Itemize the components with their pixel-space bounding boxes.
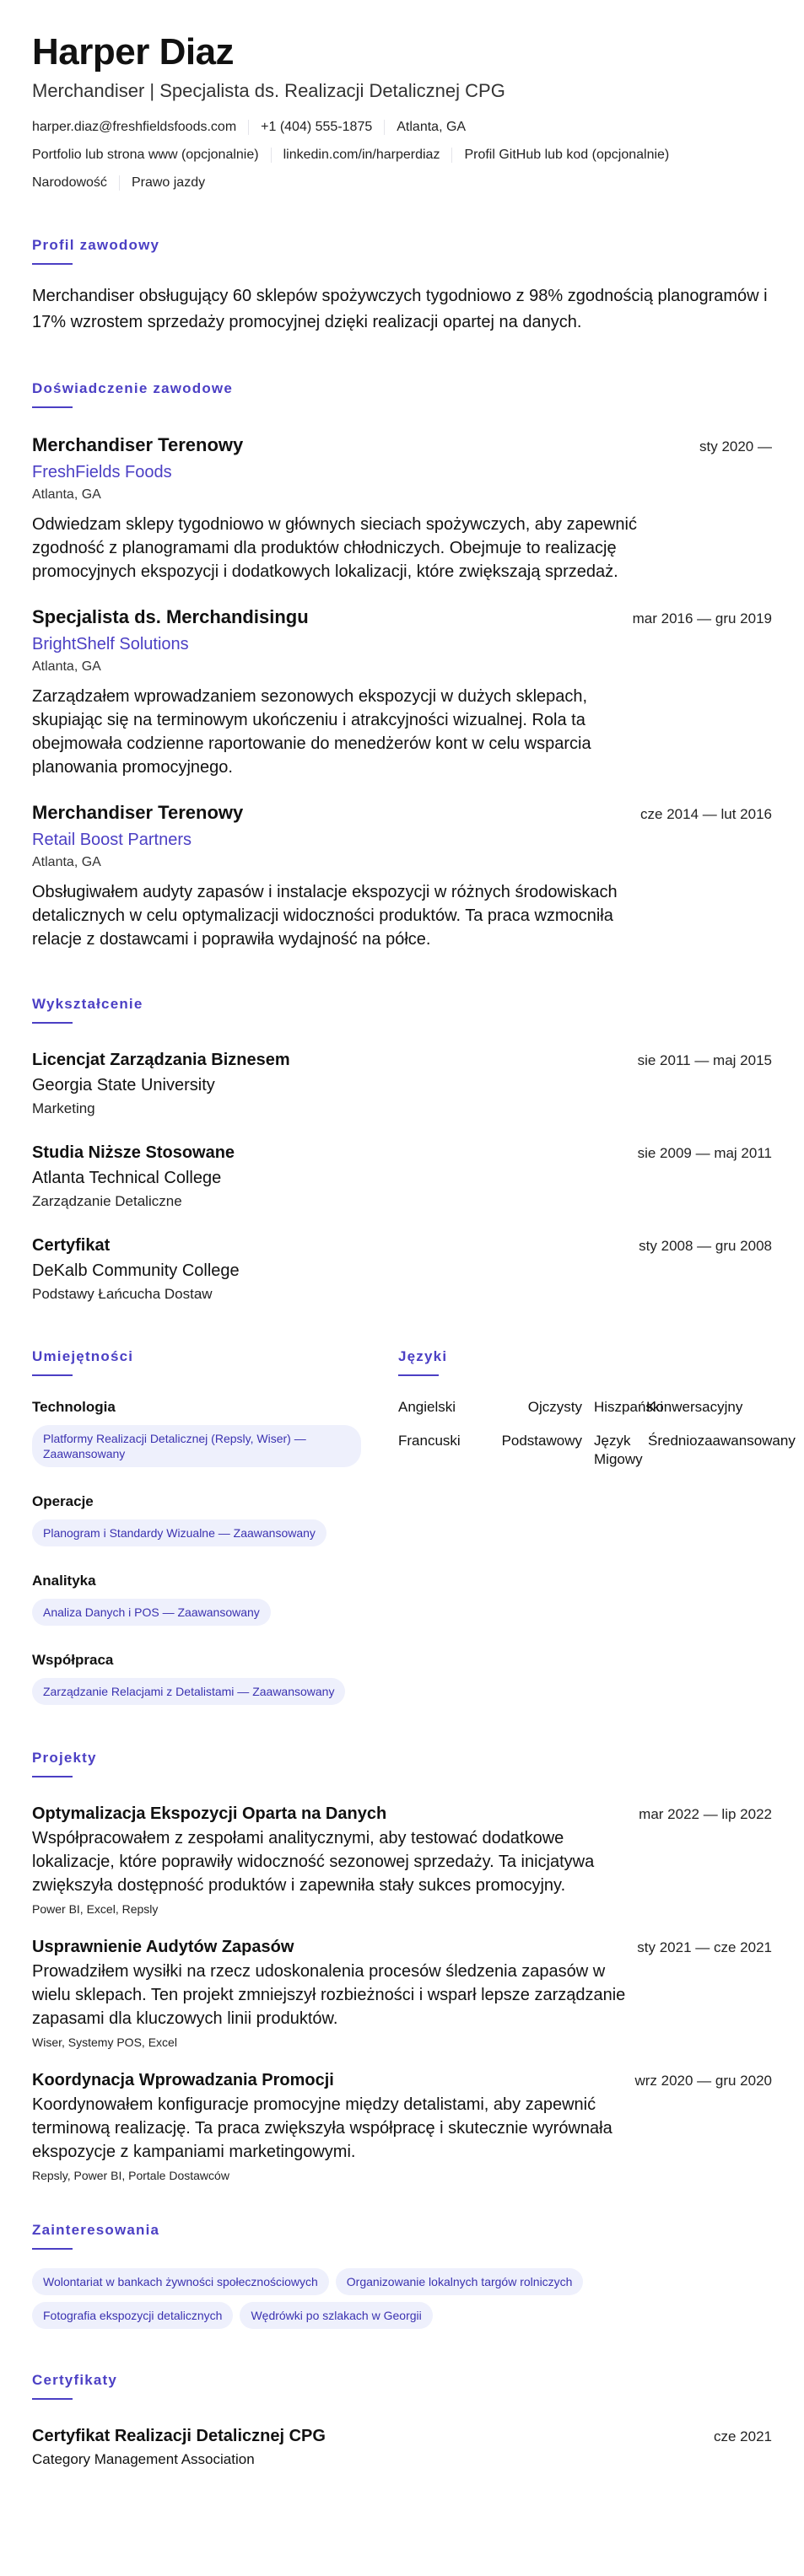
language-level: Podstawowy xyxy=(501,1433,582,1449)
certificate-title: Certyfikat Realizacji Detalicznej CPG xyxy=(32,2427,326,2445)
education-item xyxy=(32,1049,772,1118)
interest-chip: Wędrówki po szlakach w Georgii xyxy=(240,2302,432,2329)
skill-group xyxy=(32,1492,368,1553)
education-dates: sie 2011 — maj 2015 xyxy=(637,1052,772,1068)
section-title-languages: Języki xyxy=(398,1348,448,1364)
skill-group xyxy=(32,1572,368,1632)
contact-email[interactable]: harper.diaz@freshfieldsfoods.com xyxy=(32,120,237,134)
education-field: Podstawy Łańcucha Dostaw xyxy=(32,1286,213,1302)
experience-description: Obsługiwałem audyty zapasów i instalacje ekspozycji w różnych środowiskach detalicznych w celu optymalizacji widoczności produktów. Ta praca wzmocniła relacje z dostawcami i poprawiła wydajność na półce. xyxy=(32,883,618,949)
education-dates: sie 2009 — maj 2011 xyxy=(637,1145,772,1161)
education-school: Atlanta Technical College xyxy=(32,1169,222,1187)
skill-category: Operacje xyxy=(32,1493,94,1509)
skills-languages-row xyxy=(32,1347,796,1712)
section-rule xyxy=(32,2398,73,2400)
section-interests xyxy=(32,2221,772,2336)
language-name: Angielski xyxy=(398,1399,456,1415)
project-title: Koordynacja Wprowadzania Promocji xyxy=(32,2071,334,2089)
project-tech: Repsly, Power BI, Portale Dostawców xyxy=(32,2169,229,2182)
education-degree: Certyfikat xyxy=(32,1236,111,1255)
interest-chips xyxy=(32,2268,707,2336)
language-name: Francuski xyxy=(398,1433,461,1449)
section-experience xyxy=(32,379,772,951)
project-description: Koordynowałem konfiguracje promocyjne między detalistami, aby zapewnić terminową realizację. Ta praca zwiększyła współpracę i skutecznie wyrównała ekspozycje z kampaniami marketingowymi. xyxy=(32,2095,612,2161)
interest-chip: Fotografia ekspozycji detalicznych xyxy=(32,2302,233,2329)
certificate-item xyxy=(32,2425,772,2469)
section-title-skills: Umiejętności xyxy=(32,1348,134,1364)
contact-github[interactable]: Profil GitHub lub kod (opcjonalnie) xyxy=(464,148,670,162)
project-tech: Wiser, Systemy POS, Excel xyxy=(32,2036,177,2049)
experience-company: FreshFields Foods xyxy=(32,463,172,481)
section-projects xyxy=(32,1749,772,2184)
skill-group xyxy=(32,1651,368,1712)
contact-license: Prawo jazdy xyxy=(131,175,206,190)
section-rule xyxy=(32,1374,73,1376)
education-school: Georgia State University xyxy=(32,1076,215,1094)
certificate-issuer: Category Management Association xyxy=(32,2451,255,2467)
section-certificates xyxy=(32,2371,772,2469)
experience-description: Odwiedzam sklepy tygodniowo w głównych sieciach spożywczych, aby zapewnić zgodność z planogramami dla produktów chłodniczych. Obejmuje to realizację promocyjnych ekspozycji i dodatkowych lokalizacji, które zwiększają sprzedaż. xyxy=(32,515,637,581)
project-item xyxy=(32,2069,772,2184)
education-item xyxy=(32,1142,772,1211)
experience-dates: mar 2016 — gru 2019 xyxy=(632,610,772,627)
experience-role: Specjalista ds. Merchandisingu xyxy=(32,606,309,627)
section-languages xyxy=(398,1347,796,1712)
education-item xyxy=(32,1234,772,1304)
profile-summary: Merchandiser obsługujący 60 sklepów spożywczych tygodniowo z 98% zgodnością planogramów i 17% wzrostem sprzedaży promocyjnej dzięki realizacji opartej na danych. xyxy=(32,287,768,331)
section-education xyxy=(32,995,772,1304)
section-skills xyxy=(32,1347,368,1712)
contact-row-2 xyxy=(32,146,772,164)
section-title-projects: Projekty xyxy=(32,1750,97,1766)
experience-item xyxy=(32,801,772,951)
contact-row-1 xyxy=(32,118,772,137)
contact-divider xyxy=(384,120,385,135)
experience-item xyxy=(32,433,772,583)
section-title-profile: Profil zawodowy xyxy=(32,237,160,253)
section-rule xyxy=(32,406,73,408)
education-dates: sty 2008 — gru 2008 xyxy=(639,1238,772,1254)
experience-dates: cze 2014 — lut 2016 xyxy=(640,806,772,822)
experience-location: Atlanta, GA xyxy=(32,487,101,502)
section-rule xyxy=(398,1374,439,1376)
skill-chip: Planogram i Standardy Wizualne — Zaawansowany xyxy=(32,1519,326,1546)
project-title: Usprawnienie Audytów Zapasów xyxy=(32,1938,294,1956)
experience-location: Atlanta, GA xyxy=(32,855,101,869)
certificate-date: cze 2021 xyxy=(714,2428,772,2444)
education-school: DeKalb Community College xyxy=(32,1261,240,1280)
skill-group xyxy=(32,1398,368,1474)
language-row xyxy=(398,1398,791,1417)
experience-dates: sty 2020 — xyxy=(699,438,772,454)
contact-divider xyxy=(271,148,272,163)
language-level: Średniozaawansowany xyxy=(648,1433,796,1449)
skill-category: Technologia xyxy=(32,1399,116,1415)
education-field: Marketing xyxy=(32,1100,95,1116)
skill-chip: Analiza Danych i POS — Zaawansowany xyxy=(32,1599,271,1626)
contact-divider xyxy=(119,175,120,191)
education-degree: Licencjat Zarządzania Biznesem xyxy=(32,1051,290,1069)
project-dates: wrz 2020 — gru 2020 xyxy=(634,2073,772,2089)
language-name: Hiszpański xyxy=(594,1399,664,1415)
education-field: Zarządzanie Detaliczne xyxy=(32,1193,182,1209)
section-title-certificates: Certyfikaty xyxy=(32,2372,118,2388)
section-title-education: Wykształcenie xyxy=(32,996,143,1012)
candidate-headline: Merchandiser | Specjalista ds. Realizacji Detalicznej CPG xyxy=(32,80,505,101)
section-title-interests: Zainteresowania xyxy=(32,2222,160,2238)
project-dates: sty 2021 — cze 2021 xyxy=(637,1939,772,1955)
project-item xyxy=(32,1936,772,2051)
experience-location: Atlanta, GA xyxy=(32,659,101,674)
project-title: Optymalizacja Ekspozycji Oparta na Danych xyxy=(32,1804,387,1823)
project-tech: Power BI, Excel, Repsly xyxy=(32,1902,159,1916)
experience-role: Merchandiser Terenowy xyxy=(32,434,244,455)
project-item xyxy=(32,1803,772,1917)
contact-linkedin[interactable]: linkedin.com/in/harperdiaz xyxy=(283,148,440,162)
contact-divider xyxy=(451,148,452,163)
skill-chip: Zarządzanie Relacjami z Detalistami — Zaawansowany xyxy=(32,1678,345,1705)
language-row xyxy=(398,1432,796,1469)
section-rule xyxy=(32,1776,73,1777)
interest-chip: Wolontariat w bankach żywności społecznościowych xyxy=(32,2268,329,2295)
experience-role: Merchandiser Terenowy xyxy=(32,802,244,823)
section-rule xyxy=(32,2248,73,2250)
skill-category: Współpraca xyxy=(32,1652,114,1668)
section-rule xyxy=(32,1022,73,1024)
experience-description: Zarządzałem wprowadzaniem sezonowych ekspozycji w dużych sklepach, skupiając się na terminowym ukończeniu i atrakcyjności wizualnej. Rola ta obejmowała codzienne raportowanie do menedżerów kont w celu wsparcia planowania promocyjnego. xyxy=(32,687,591,777)
contact-portfolio[interactable]: Portfolio lub strona www (opcjonalnie) xyxy=(32,148,259,162)
contact-phone[interactable]: +1 (404) 555-1875 xyxy=(261,120,373,134)
experience-company: Retail Boost Partners xyxy=(32,831,192,849)
project-dates: mar 2022 — lip 2022 xyxy=(639,1806,772,1822)
section-profile xyxy=(32,236,772,336)
project-description: Prowadziłem wysiłki na rzecz udoskonalenia procesów śledzenia zapasów w wielu sklepach. Ten projekt zmniejszył rozbieżności i wsparł lepsze zarządzanie zapasami dla kluczowych linii produktów. xyxy=(32,1962,626,2028)
skill-category: Analityka xyxy=(32,1573,96,1589)
language-name: Język Migowy xyxy=(594,1433,643,1467)
education-degree: Studia Niższe Stosowane xyxy=(32,1143,235,1162)
contact-divider xyxy=(248,120,249,135)
candidate-name: Harper Diaz xyxy=(32,31,235,73)
contact-row-3 xyxy=(32,174,772,192)
project-description: Współpracowałem z zespołami analitycznymi, aby testować dodatkowe lokalizacje, które poprawiły widoczność sezonowej sprzedaży. Ta inicjatywa zwiększyła dostępność produktów i zapewniła stały sukces promocyjny. xyxy=(32,1829,595,1895)
skill-chip: Platformy Realizacji Detalicznej (Repsly, Wiser) — Zaawansowany xyxy=(32,1425,361,1467)
experience-item xyxy=(32,605,772,779)
section-title-experience: Doświadczenie zawodowe xyxy=(32,380,234,396)
experience-company: BrightShelf Solutions xyxy=(32,635,189,653)
language-level: Konwersacyjny xyxy=(646,1399,743,1415)
section-rule xyxy=(32,263,73,265)
contact-location: Atlanta, GA xyxy=(397,120,467,134)
interest-chip: Organizowanie lokalnych targów rolniczych xyxy=(336,2268,584,2295)
contact-nationality: Narodowość xyxy=(32,175,107,190)
language-level: Ojczysty xyxy=(527,1399,582,1415)
